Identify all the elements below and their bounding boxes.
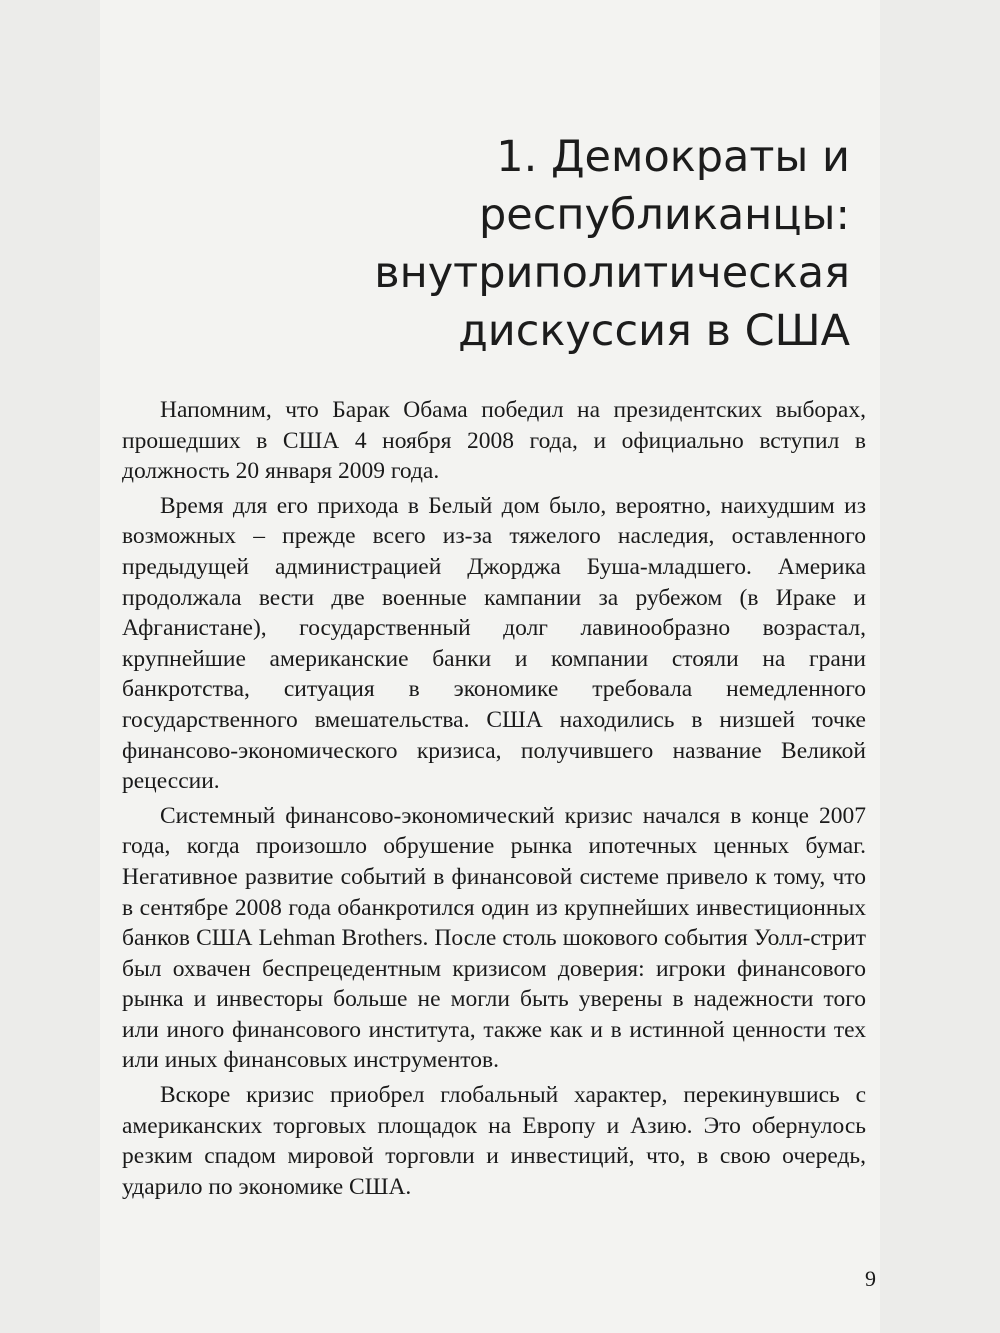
chapter-title-line: дискуссия в США [458, 306, 850, 356]
chapter-title-line: республиканцы: [478, 190, 850, 240]
paragraph: Напомним, что Барак Обама победил на президентских выборах, прошедших в США 4 ноября 2008 года, и официально вступил в должность 20 января 2009 года. [122, 397, 866, 485]
paragraph: Вскоре кризис приобрел глобальный характер, перекинувшись с американских торговых площадок на Европу и Азию. Это обернулось резким спадом мировой торговли и инвестиций, что, в свою очередь, ударило по экономике США. [122, 1082, 866, 1200]
chapter-title-line: 1. Демократы и [496, 132, 850, 182]
body-text [122, 395, 866, 1206]
paragraph: Время для его прихода в Белый дом было, вероятно, наихудшим из возможных – прежде всего из-за тяжелого наследия, оставленного предыдущей администрацией Джорджа Буша-младшего. Америка продолжала вести две военные кампании за рубежом (в Ираке и Афганистане), государственный долг лавинообразно возрастал, крупнейшие американские банки и компании стояли на грани банкротства, ситуация в экономике требовала немедленного государственного вмешательства. США находились в низшей точке финансово-экономического кризиса, получившего название Великой рецессии. [122, 492, 866, 795]
paragraph: Системный финансово-экономический кризис начался в конце 2007 года, когда произошло обрушение рынка ипотечных ценных бумаг. Негативное развитие событий в финансовой системе привело к тому, что в сентябре 2008 года обанкротился один из крупнейших инвестиционных банков США Lehman Brothers. После столь шокового события Уолл-стрит был охвачен беспрецедентным кризисом доверия: игроки финансового рынка и инвесторы больше не могли быть уверены в надежности того или иного финансового института, также как и в истинной ценности тех или иных финансовых инструментов. [122, 802, 866, 1074]
chapter-title [250, 128, 850, 360]
page-number: 9 [865, 1266, 876, 1291]
chapter-title-line: внутриполитическая [374, 248, 850, 298]
